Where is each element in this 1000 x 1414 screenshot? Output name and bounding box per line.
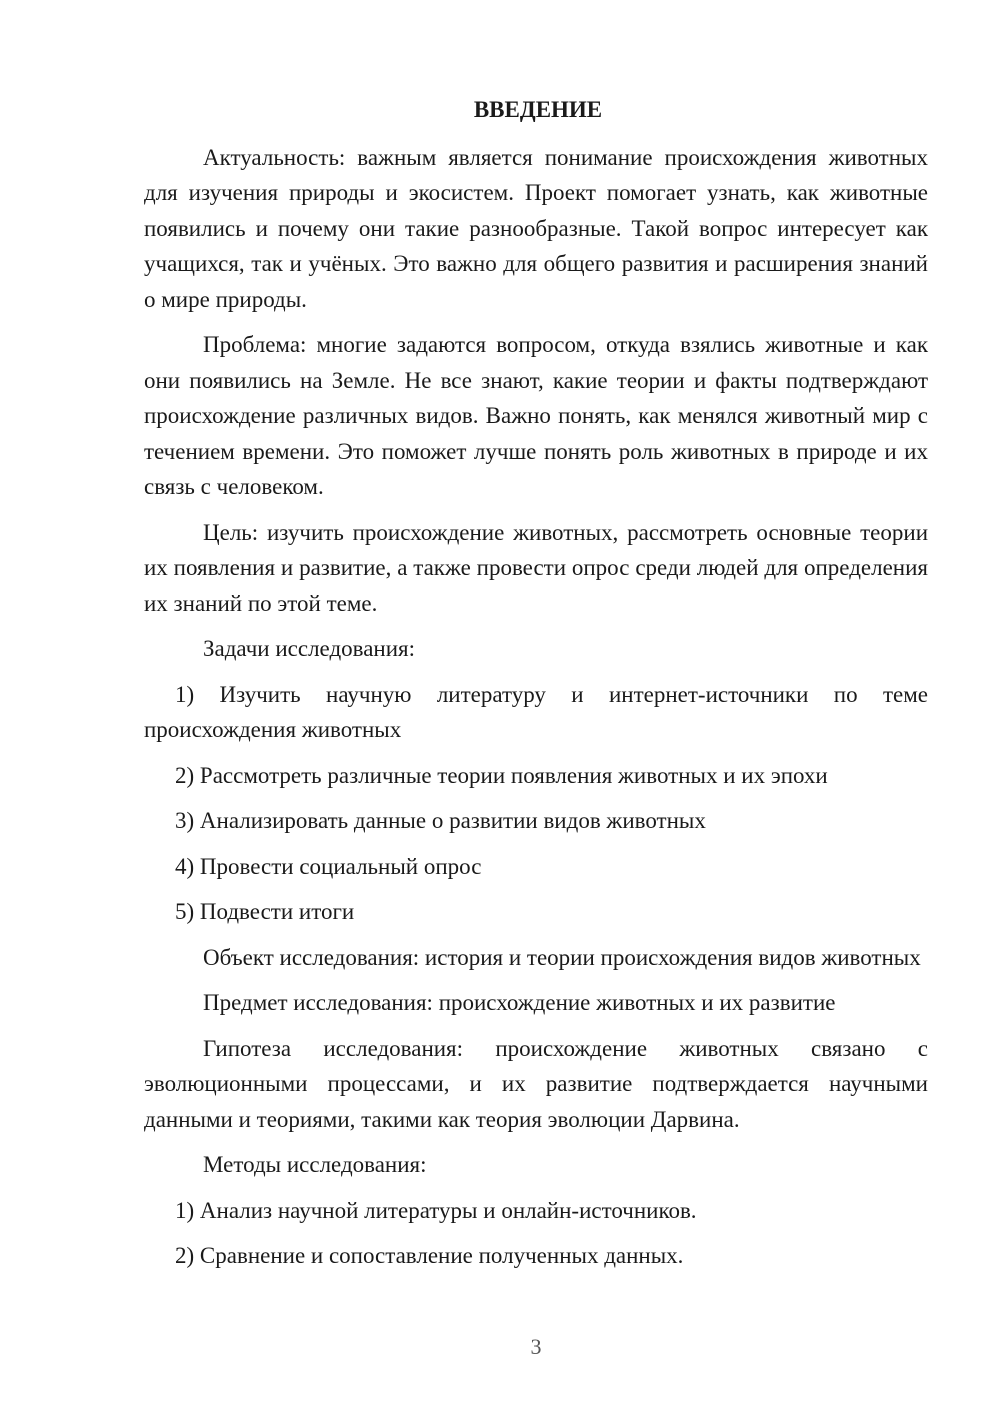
relevance-paragraph: Актуальность: важным является понимание происхождения животных для изучения природы и экосистем. Проект помогает узнать, как животные появились и почему они такие разнообразные. Такой вопрос интересует как учащихся, так и учёных. Это важно для общего развития и расширения знаний о мире природы. — [144, 144, 928, 312]
task-item-1: 1) Изучить научную литературу и интернет-источники по теме происхождения животных — [144, 681, 928, 742]
task-item-4: 4) Провести социальный опрос — [175, 853, 482, 879]
section-title: ВВЕДЕНИЕ — [473, 97, 603, 122]
task-item-5: 5) Подвести итоги — [175, 899, 355, 924]
problem-paragraph: Проблема: многие задаются вопросом, откуда взялись животные и как они появились на Земле. Не все знают, какие теории и факты подтверждают происхождение различных видов. Важно понять, как менялся животный мир с течением времени. Это поможет лучше понять роль животных в природе и их связь с человеком. — [144, 332, 928, 499]
method-item-1: 1) Анализ научной литературы и онлайн-источников. — [175, 1197, 697, 1223]
task-item-2: 2) Рассмотреть различные теории появления животных и их эпохи — [175, 762, 828, 788]
goal-paragraph: Цель: изучить происхождение животных, рассмотреть основные теории их появления и развитие, а также провести опрос среди людей для определения их знаний по этой теме. — [144, 519, 928, 616]
methods-heading: Методы исследования: — [203, 1152, 427, 1177]
hypothesis-paragraph: Гипотеза исследования: происхождение животных связано с эволюционными процессами, и их развитие подтверждается научными данными и теориями, такими как теория эволюции Дарвина. — [144, 1035, 928, 1132]
document-page — [144, 92, 928, 1284]
subject-paragraph: Предмет исследования: происхождение животных и их развитие — [203, 990, 836, 1015]
tasks-heading: Задачи исследования: — [203, 636, 416, 661]
method-item-2: 2) Сравнение и сопоставление полученных данных. — [175, 1243, 684, 1268]
object-paragraph: Объект исследования: история и теории происхождения видов животных — [203, 944, 921, 970]
task-item-3: 3) Анализировать данные о развитии видов животных — [175, 808, 706, 833]
page-number: 3 — [530, 1334, 542, 1359]
